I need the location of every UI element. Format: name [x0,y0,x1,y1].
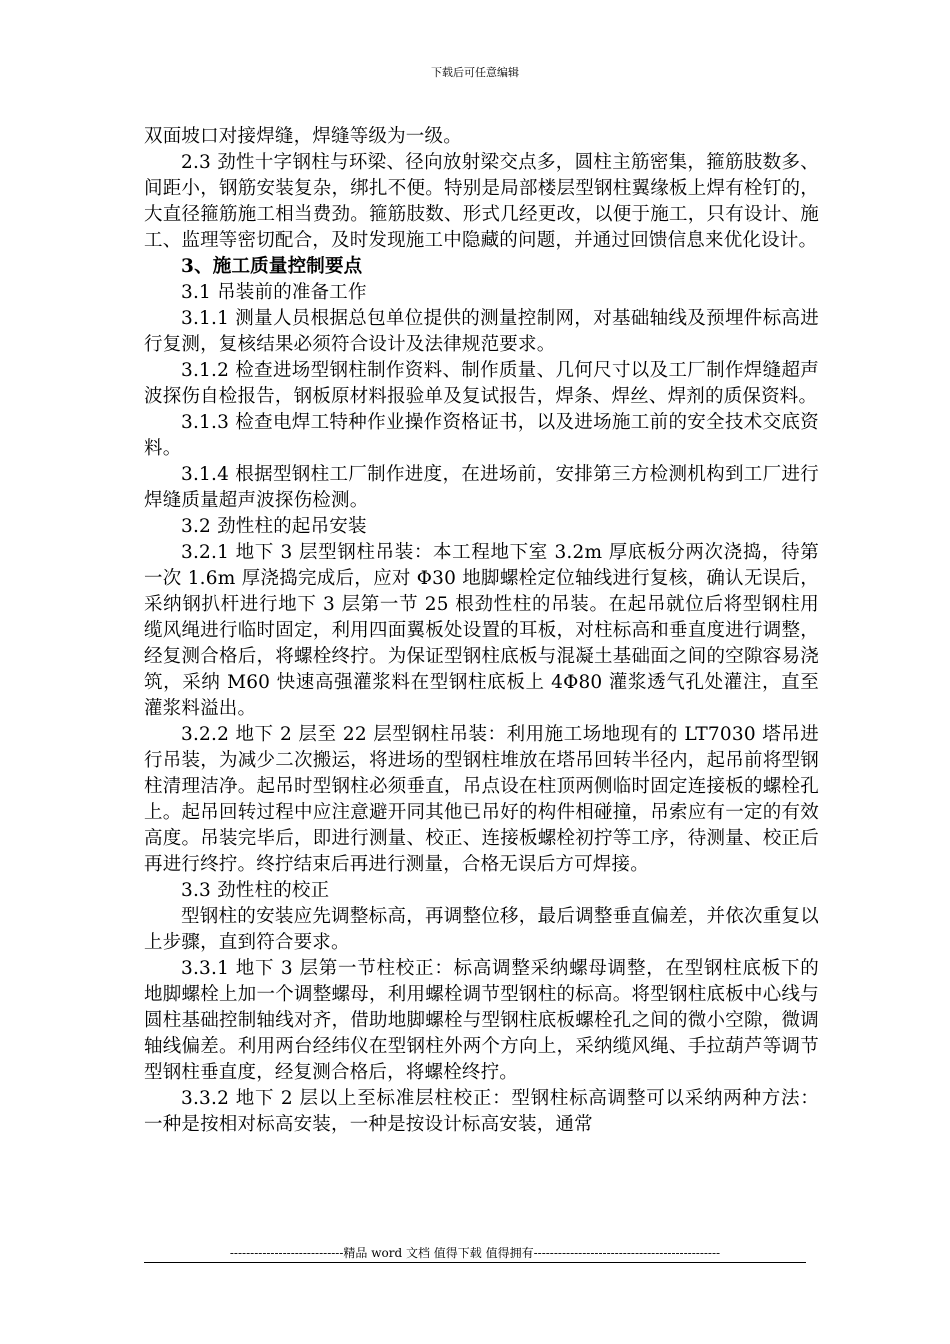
paragraph-1: 2.3 劲性十字钢柱与环梁、径向放射梁交点多，圆柱主筋密集，箍筋肢数多、间距小，钢筋安装复杂，绑扎不便。特别是局部楼层型钢柱翼缘板上焊有栓钉的，大直径箍筋施工相当费劲。箍筋肢数、形式几经更改，以便于施工，只有设计、施工、监理等密切配合，及时发现施工中隐藏的问题，并通过回馈信息来优化设计。 [144,152,819,251]
paragraph-3-2-2: 3.2.2 地下 2 层至 22 层型钢柱吊装：利用施工场地现有的 LT7030 塔吊进行吊装，为减少二次搬运，将进场的型钢柱堆放在塔吊回转半径内，起吊前将型钢柱清理洁净。起吊时型钢柱必须垂直，吊点设在柱顶两侧临时固定连接板的螺栓孔上。起吊回转过程中应注意避开同其他已吊好的构件相碰撞，吊索应有一定的有效高度。吊装完毕后，即进行测量、校正、连接板螺栓初拧等工序，待测量、校正后再进行终拧。终拧结束后再进行测量，合格无误后方可焊接。 [144,724,819,875]
paragraph-3-1-2: 3.1.2 检查进场型钢柱制作资料、制作质量、几何尺寸以及工厂制作焊缝超声波探伤自检报告，钢板原材料报验单及复试报告，焊条、焊丝、焊剂的质保资料。 [144,360,819,407]
paragraph-3-1-3: 3.1.3 检查电焊工特种作业操作资格证书，以及进场施工前的安全技术交底资料。 [144,412,819,459]
section-heading: 3、施工质量控制要点 [181,256,363,277]
paragraph-3-3-intro: 型钢柱的安装应先调整标高，再调整位移，最后调整垂直偏差，并依次重复以上步骤，直到符合要求。 [144,906,819,953]
page-header: 下载后可任意编辑 [431,66,519,79]
subheading-3-2: 3.2 劲性柱的起吊安装 [181,516,367,537]
subheading-3-1: 3.1 吊装前的准备工作 [181,282,367,303]
footer-divider [144,1262,806,1263]
paragraph-3-1-4: 3.1.4 根据型钢柱工厂制作进度，在进场前，安排第三方检测机构到工厂进行焊缝质量超声波探伤检测。 [144,464,819,511]
paragraph-3-1-1: 3.1.1 测量人员根据总包单位提供的测量控制网，对基础轴线及预埋件标高进行复测，复核结果必须符合设计及法律规范要求。 [144,308,819,355]
paragraph-0: 双面坡口对接焊缝，焊缝等级为一级。 [144,126,462,147]
paragraph-3-3-1: 3.3.1 地下 3 层第一节柱校正：标高调整采纳螺母调整，在型钢柱底板下的地脚螺栓上加一个调整螺母，利用螺栓调节型钢柱的标高。将型钢柱底板中心线与圆柱基础控制轴线对齐，借助地脚螺栓与型钢柱底板螺栓孔之间的微小空隙，微调轴线偏差。利用两台经纬仪在型钢柱外两个方向上，采纳缆风绳、手拉葫芦等调节型钢柱垂直度，经复测合格后，将螺栓终拧。 [144,958,819,1083]
page-footer: ----------------------------精品 word 文档 值得下载 值得拥有---------------------------------------------- [229,1246,721,1260]
paragraph-3-2-1: 3.2.1 地下 3 层型钢柱吊装：本工程地下室 3.2m 厚底板分两次浇捣，待第一次 1.6m 厚浇捣完成后，应对 Φ30 地脚螺栓定位轴线进行复核，确认无误后，采纳钢扒杆进行地下 3 层第一节 25 根劲性柱的吊装。在起吊就位后将型钢柱用缆风绳进行临时固定，利用四面翼板处设置的耳板，对柱标高和垂直度进行调整，经复测合格后，将螺栓终拧。为保证型钢柱底板与混凝土基础面之间的空隙容易浇筑，采纳 M60 快速高强灌浆料在型钢柱底板上 4Φ80 灌浆透气孔处灌注，直至灌浆料溢出。 [144,542,819,719]
document-body [144,124,819,1138]
paragraph-3-3-2: 3.3.2 地下 2 层以上至标准层柱校正：型钢柱标高调整可以采纳两种方法：一种是按相对标高安装，一种是按设计标高安装，通常 [144,1088,819,1135]
subheading-3-3: 3.3 劲性柱的校正 [181,880,330,901]
